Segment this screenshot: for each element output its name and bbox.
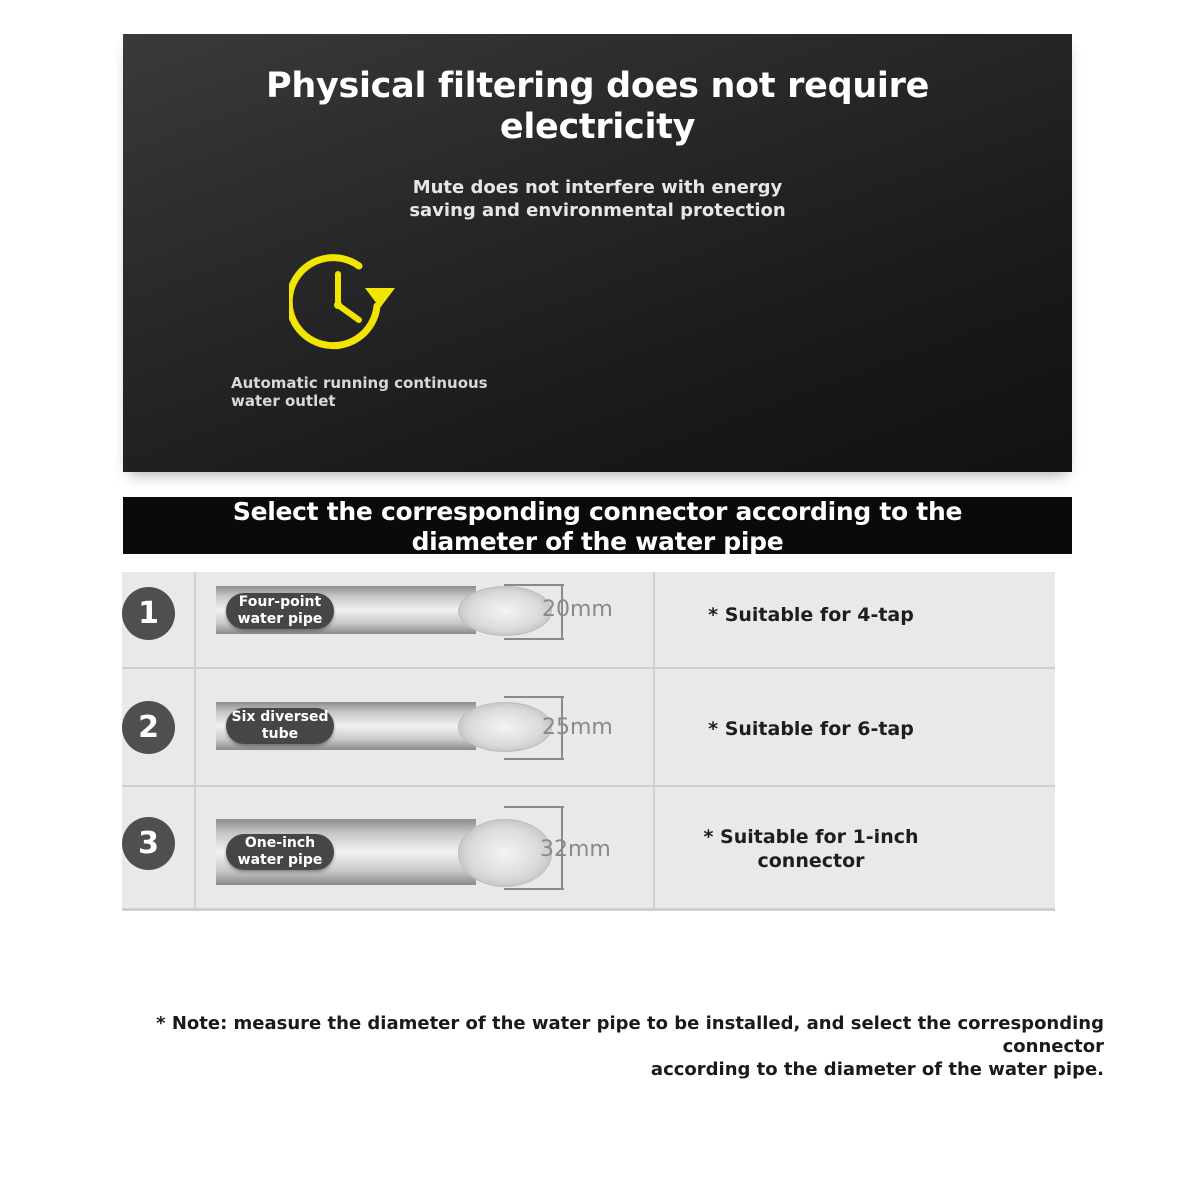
footnote-line-1: * Note: measure the diameter of the water pipe to be installed, and select the corresponding connector <box>156 1013 1104 1057</box>
row-number-badge: 2 <box>122 701 175 754</box>
pipe-type-tag-line-2: tube <box>261 726 299 742</box>
pipe-type-tag-line-1: Four-point <box>238 594 322 610</box>
diameter-label: 25mm <box>542 715 613 740</box>
suitability-text <box>656 603 966 627</box>
table-row <box>122 572 1055 669</box>
hero-title <box>123 66 1072 148</box>
clock-icon <box>289 248 403 354</box>
pipe-type-tag <box>226 708 334 744</box>
section-heading <box>123 497 1072 554</box>
pipe-type-tag <box>226 834 334 870</box>
row-number-badge: 1 <box>122 587 175 640</box>
diameter-label: 20mm <box>542 597 613 622</box>
feature-label-line-2: water outlet <box>231 392 336 410</box>
section-heading-line-2: diameter of the water pipe <box>411 527 784 556</box>
pipe-type-tag-line-1: One-inch <box>244 835 316 851</box>
pipe-type-tag <box>226 593 334 629</box>
connector-table <box>122 572 1055 910</box>
diameter-label: 32mm <box>540 837 611 862</box>
table-row <box>122 669 1055 787</box>
pipe-type-tag-line-1: Six diversed <box>231 709 329 725</box>
hero-subtitle-line-2: saving and environmental protection <box>409 200 786 221</box>
suitability-text <box>656 825 966 873</box>
hero-title-line-2: electricity <box>499 107 696 147</box>
suitability-line-1: * Suitable for 4-tap <box>708 604 914 626</box>
feature-label-line-1: Automatic running continuous <box>231 374 488 392</box>
suitability-line-2: connector <box>757 850 865 872</box>
hero-subtitle <box>123 176 1072 222</box>
suitability-line-1: * Suitable for 1-inch <box>703 826 919 848</box>
hero-banner <box>123 34 1072 472</box>
section-heading-line-1: Select the corresponding connector according to the <box>232 497 963 526</box>
hero-title-line-1: Physical filtering does not require <box>265 66 930 106</box>
feature-label <box>231 374 488 410</box>
hero-subtitle-line-1: Mute does not interfere with energy <box>412 177 783 198</box>
pipe-type-tag-line-2: water pipe <box>237 611 323 627</box>
table-row <box>122 787 1055 911</box>
suitability-line-1: * Suitable for 6-tap <box>708 718 914 740</box>
footnote-line-2: according to the diameter of the water pipe. <box>650 1059 1104 1080</box>
pipe-type-tag-line-2: water pipe <box>237 852 323 868</box>
footnote <box>94 1012 1104 1081</box>
suitability-text <box>656 717 966 741</box>
row-number-badge: 3 <box>122 817 175 870</box>
